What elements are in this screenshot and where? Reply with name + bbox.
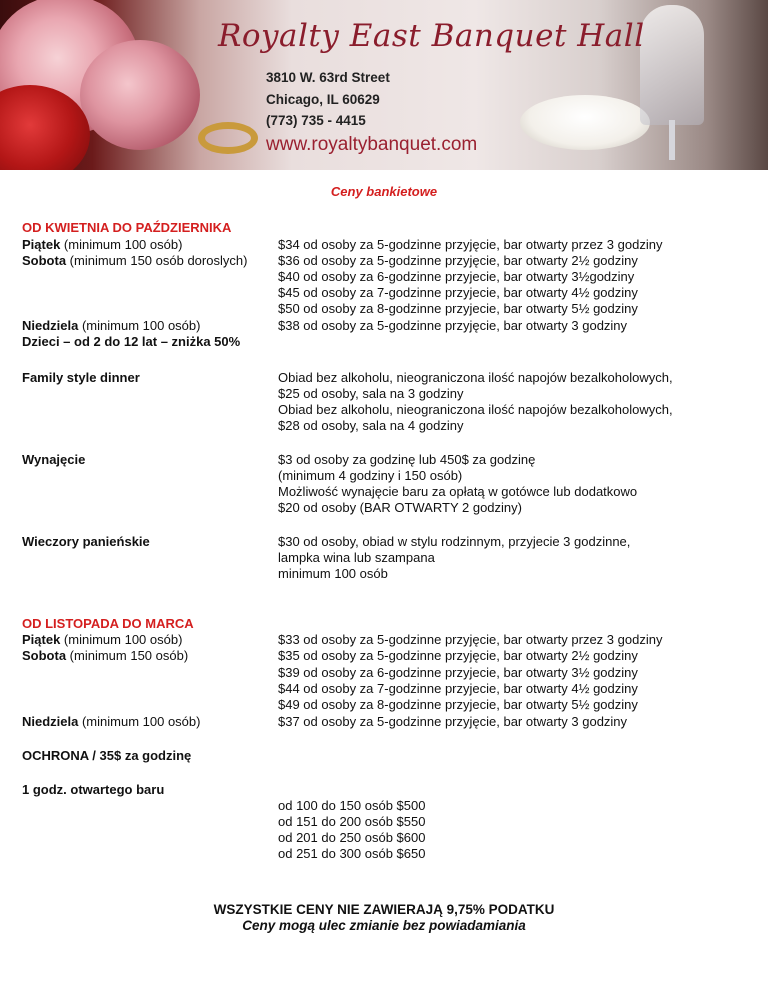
rental-line: $3 od osoby za godzinę lub 450$ za godzinę [278,452,536,467]
rental-line: $20 od osoby (BAR OTWARTY 2 godziny) [278,500,522,515]
security-label: OCHRONA / 35$ za godzinę [22,748,192,763]
phone-number: (773) 735 - 4415 [266,113,366,128]
bachelorette-line: $30 od osoby, obiad w stylu rodzinnym, przyjecie 3 godzinne, [278,534,631,549]
address-street: 3810 W. 63rd Street [266,70,390,85]
open-bar-line: od 251 do 300 osób $650 [278,846,426,861]
tax-note: WSZYSTKIE CENY NIE ZAWIERAJĄ 9,75% PODATKU [213,902,555,917]
price-line: $50 od osoby za 8-godzinne przyjecie, bar otwarty 5½ godziny [278,301,638,316]
family-line: Obiad bez alkoholu, nieograniczona ilość napojów bezalkoholowych, [278,370,673,385]
friday-label: Piątek (minimum 100 osób) [22,237,183,252]
rose-image [80,40,200,150]
price-line: $38 od osoby za 5-godzinne przyjęcie, bar otwarty 3 godziny [278,318,628,333]
rental-line: Możliwość wynajęcie baru za opłatą w gotówce lub dodatkowo [278,484,638,499]
price-line: $45 od osoby za 7-godzinne przyjecie, bar otwarty 4½ godziny [278,285,638,300]
open-bar-line: od 151 do 200 osób $550 [278,814,426,829]
season-heading: OD KWIETNIA DO PAŹDZIERNIKA [22,220,232,235]
sunday-label: Niedziela (minimum 100 osób) [22,714,201,729]
open-bar-line: od 201 do 250 osób $600 [278,830,426,845]
price-line: $39 od osoby za 6-godzinne przyjecie, bar otwarty 3½ godziny [278,665,638,680]
page-title: Ceny bankietowe [330,184,438,199]
family-line: $28 od osoby, sala na 4 godziny [278,418,464,433]
bachelorette-line: minimum 100 osób [278,566,388,581]
friday-label: Piątek (minimum 100 osób) [22,632,183,647]
wine-glass-stem [669,120,675,160]
price-line: $44 od osoby za 7-godzinne przyjecie, bar otwarty 4½ godziny [278,681,638,696]
address-city: Chicago, IL 60629 [266,92,380,107]
business-name: Royalty East Banquet Hall [218,18,645,54]
open-bar-label: 1 godz. otwartego baru [22,782,165,797]
family-line: $25 od osoby, sala na 3 godziny [278,386,464,401]
plate-image [520,95,650,150]
children-discount: Dzieci – od 2 do 12 lat – zniżka 50% [22,334,241,349]
rental-line: (minimum 4 godziny i 150 osób) [278,468,463,483]
price-line: $49 od osoby za 8-godzinne przyjecie, bar otwarty 5½ godziny [278,697,638,712]
saturday-label: Sobota (minimum 150 osób) [22,648,189,663]
website-link[interactable]: www.royaltybanquet.com [266,134,478,155]
price-line: $40 od osoby za 6-godzinne przyjecie, bar otwarty 3½godziny [278,269,635,284]
family-dinner-label: Family style dinner [22,370,140,385]
bachelorette-label: Wieczory panieńskie [22,534,150,549]
saturday-label: Sobota (minimum 150 osób doroslych) [22,253,248,268]
wedding-ring-image [198,122,258,154]
wine-glass-image [640,5,704,125]
header-banner [0,0,768,170]
price-line: $34 od osoby za 5-godzinne przyjęcie, bar otwarty przez 3 godziny [278,237,663,252]
rental-label: Wynajęcie [22,452,86,467]
price-line: $35 od osoby za 5-godzinne przyjęcie, bar otwarty 2½ godziny [278,648,638,663]
family-line: Obiad bez alkoholu, nieograniczona ilość napojów bezalkoholowych, [278,402,673,417]
price-line: $33 od osoby za 5-godzinne przyjęcie, bar otwarty przez 3 godziny [278,632,663,647]
bachelorette-line: lampka wina lub szampana [278,550,435,565]
price-change-note: Ceny mogą ulec zmianie bez powiadamiania [242,918,526,933]
season-heading: OD LISTOPADA DO MARCA [22,616,194,631]
price-line: $37 od osoby za 5-godzinne przyjęcie, bar otwarty 3 godziny [278,714,628,729]
sunday-label: Niedziela (minimum 100 osób) [22,318,201,333]
price-line: $36 od osoby za 5-godzinne przyjęcie, bar otwarty 2½ godziny [278,253,638,268]
open-bar-line: od 100 do 150 osób $500 [278,798,426,813]
